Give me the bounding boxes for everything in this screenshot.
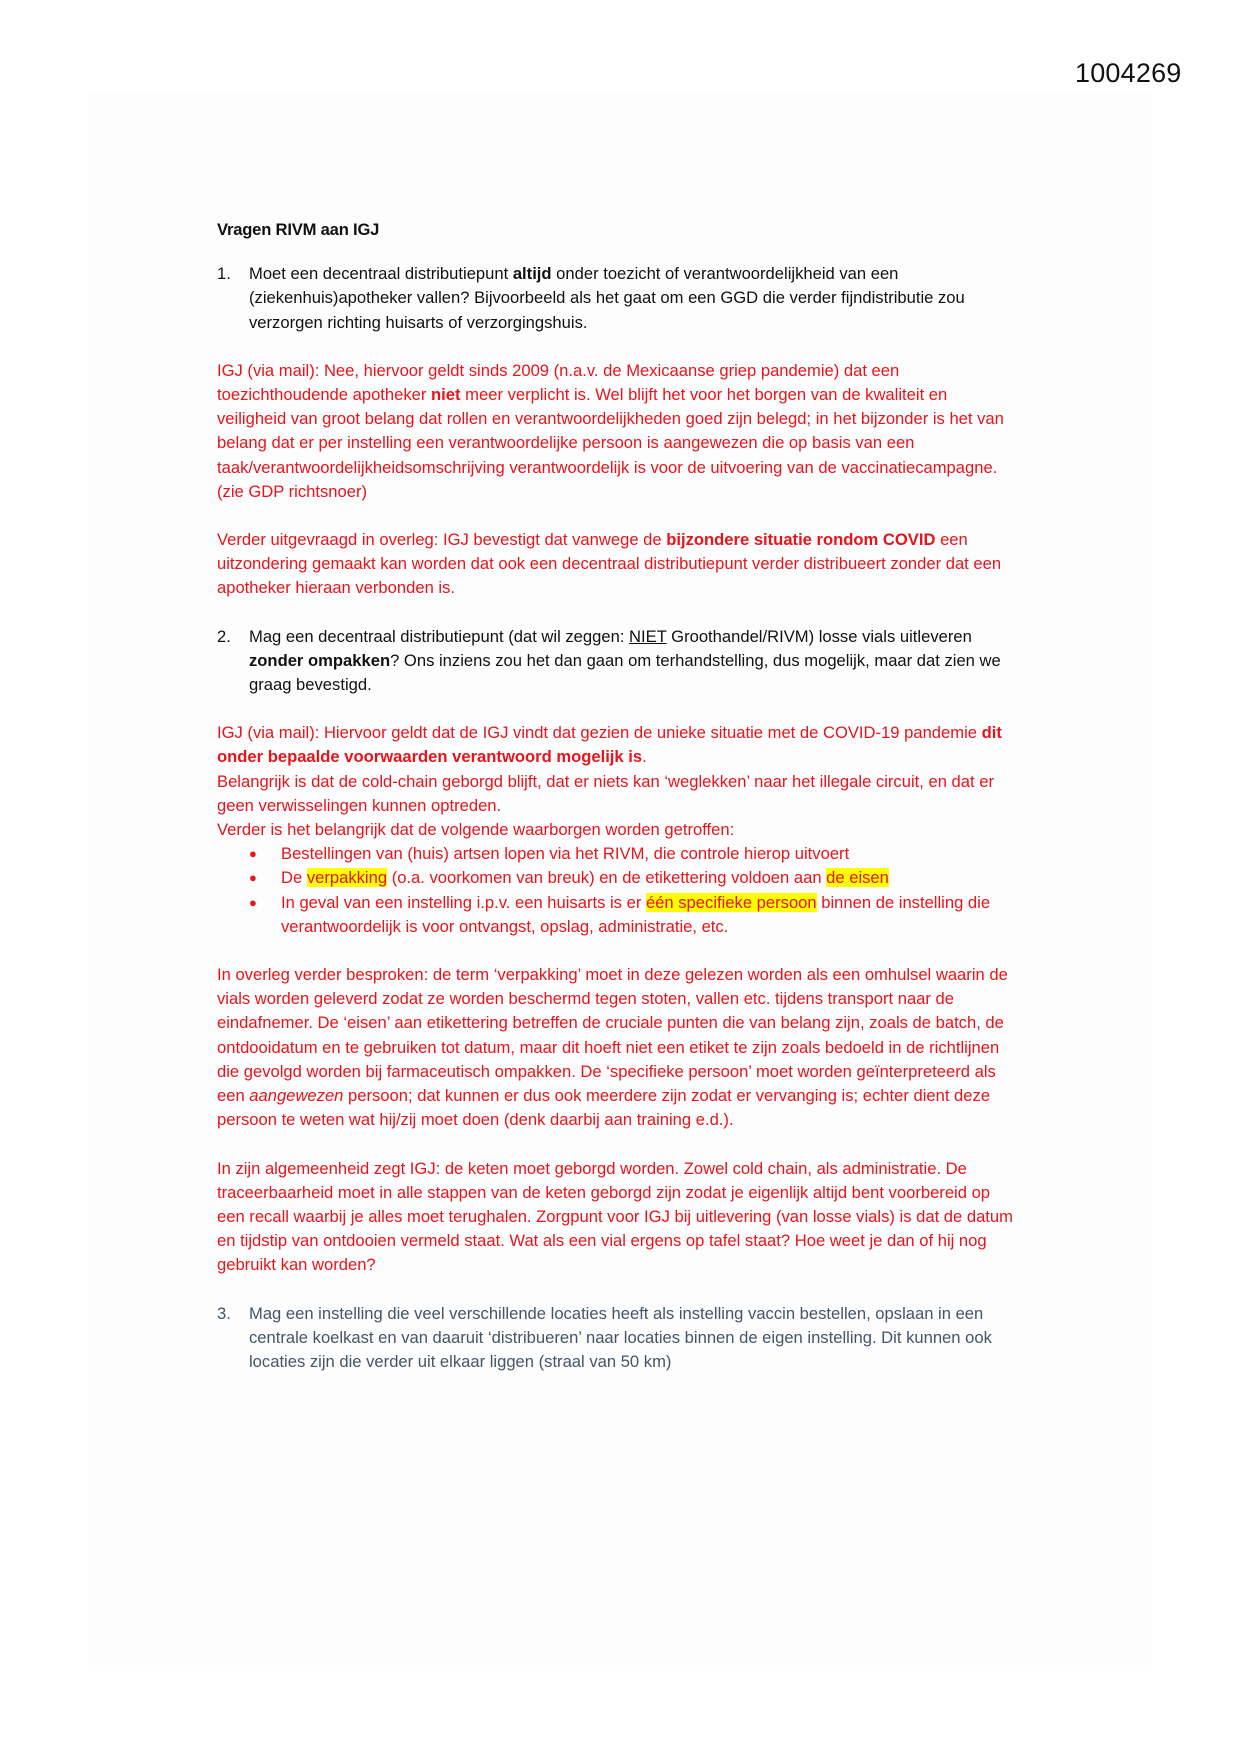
text-run: Moet een decentraal distributiepunt: [249, 264, 513, 284]
list-item-text: [281, 866, 1017, 890]
answer-1-followup: [217, 528, 1017, 601]
bullet-icon: ●: [249, 894, 257, 910]
answer-1-igj-mail: [217, 359, 1017, 504]
bullet-icon: ●: [249, 846, 257, 862]
question-1: [217, 262, 1017, 335]
text-run: Groothandel/RIVM) losse vials uitleveren: [666, 626, 972, 646]
highlighted-text: één specifieke persoon: [645, 892, 817, 912]
answer-2-cold-chain: Belangrijk is dat de cold-chain geborgd blijft, dat er niets kan ‘weglekken’ naar het illegale circuit, en dat er geen verwisselingen kunnen optreden.: [217, 771, 994, 815]
safeguards-list: [217, 842, 1017, 939]
document-title: Vragen RIVM aan IGJ: [217, 220, 380, 239]
text-run: IGJ (via mail): Nee, hiervoor geldt sinds 2009 (n.a.v. de Mexicaanse griep pandemie) dat een toezichthoudende apotheker: [217, 360, 900, 405]
question-text: [249, 625, 1017, 698]
text-run: In overleg verder besproken: de term ‘verpakking’ moet in deze gelezen worden als een omhulsel waarin de vials worden geleverd zodat ze worden beschermd tegen stoten, vallen etc. tijdens transport naar de eindafnemer. De ‘eisen’ aan etikettering betreffen de cruciale punten die van belang zijn, zoals de batch, de ontdooidatum en te gebruiken tot datum, maar dit hoeft niet een etiket te zijn zoals bedoeld in de richtlijnen die gevolgd worden bij farmaceutisch ompakken. De ‘specifieke persoon’ moet worden geïnterpreteerd als een: [217, 965, 1008, 1106]
text-run: meer verplicht is. Wel blijft het voor het borgen van de kwaliteit en veiligheid van groot belang dat rollen en verantwoordelijkheden goed zijn belegd; in het bijzonder is het van belang dat er per instelling een verantwoordelijke persoon is aangewezen die op basis van een taak/verantwoordelijkheidsomschrijving verantwoordelijk is voor de uitvoering van de vaccinatiecampagne. (zie GDP richtsnoer): [217, 385, 1004, 501]
general-statement: In zijn algemeenheid zegt IGJ: de keten moet geborgd worden. Zowel cold chain, als administratie. De traceerbaarheid moet in alle stappen van de keten geborgd zijn zodat je eigenlijk altijd bent voorbereid op een recall waarbij je alles moet terughalen. Zorgpunt voor IGJ bij uitlevering (van losse vials) is dat de datum en tijdstip van ontdooien vermeld staat. Wat als een vial ergens op tafel staat? Hoe weet je dan of hij nog gebruikt kan worden?: [217, 1158, 1013, 1275]
text-run: (o.a. voorkomen van breuk) en de etikettering voldoen aan: [387, 868, 827, 888]
list-item: [217, 842, 1017, 866]
text-run: Mag een decentraal distributiepunt (dat wil zeggen:: [249, 626, 630, 646]
text-run: ? Ons inziens zou het dan gaan om terhandstelling, dus mogelijk, maar dat zien we graag bevestigd.: [249, 650, 1001, 695]
question-text: [249, 262, 1017, 335]
bold-text: niet: [431, 385, 461, 405]
text-run: onder toezicht of verantwoordelijkheid van een (ziekenhuis)apotheker vallen? Bijvoorbeeld als het gaat om een GGD die verder fijndistributie zou verzorgen richting huisarts of verzorgingshuis.: [249, 264, 965, 332]
text-run: Verder uitgevraagd in overleg: IGJ bevestigt dat vanwege de: [217, 530, 667, 550]
document-id-number: 1004269: [1075, 58, 1182, 88]
answer-2-safeguards-intro: Verder is het belangrijk dat de volgende waarborgen worden getroffen:: [217, 820, 735, 840]
underlined-text: NIET: [629, 626, 667, 646]
italic-text: aangewezen: [249, 1086, 344, 1106]
list-item: [217, 866, 1017, 890]
text-run: De: [281, 868, 307, 888]
text-run: IGJ (via mail): Hiervoor geldt dat de IGJ vindt dat gezien de unieke situatie met de COVID-19 pandemie: [217, 723, 982, 743]
bullet-icon: ●: [249, 870, 257, 886]
bold-text: dit onder bepaalde voorwaarden verantwoord mogelijk is: [217, 723, 1002, 767]
question-3: [217, 1302, 1017, 1375]
answer-2-intro: [217, 721, 1017, 769]
question-2: [217, 625, 1017, 698]
bold-text: bijzondere situatie rondom COVID: [666, 530, 936, 550]
bold-text: zonder ompakken: [249, 650, 391, 670]
question-number: 1.: [217, 264, 231, 284]
highlighted-text: verpakking: [306, 868, 388, 888]
text-run: binnen de instelling die verantwoordelijk is voor ontvangst, opslag, administratie, etc.: [281, 892, 991, 936]
question-number: 3.: [217, 1303, 231, 1323]
text-run: In geval van een instelling i.p.v. een huisarts is er: [281, 892, 646, 912]
answer-2-followup: [217, 963, 1017, 1132]
list-item-text: [281, 891, 1017, 939]
bold-text: altijd: [512, 264, 552, 284]
list-item: [217, 891, 1017, 939]
answer-2-igj-mail: [217, 721, 1017, 939]
highlighted-text: de eisen: [826, 868, 889, 888]
text-run: persoon; dat kunnen er dus ook meerdere zijn zodat er vervanging is; echter dient deze persoon te weten wat hij/zij moet doen (denk daarbij aan training e.d.).: [217, 1086, 991, 1130]
text-run: .: [642, 747, 647, 767]
text-run: een uitzondering gemaakt kan worden dat ook een decentraal distributiepunt verder distribueert zonder dat een apotheker hieraan verbonden is.: [217, 530, 1002, 598]
document-body: [217, 218, 1017, 1374]
question-number: 2.: [217, 626, 231, 646]
list-item-text: Bestellingen van (huis) artsen lopen via het RIVM, die controle hierop uitvoert: [281, 844, 850, 864]
question-text: Mag een instelling die veel verschillende locaties heeft als instelling vaccin bestellen, opslaan in een centrale koelkast en van daaruit ‘distribueren’ naar locaties binnen de eigen instelling. Dit kunnen ook locaties zijn die verder uit elkaar liggen (straal van 50 km): [249, 1303, 992, 1371]
